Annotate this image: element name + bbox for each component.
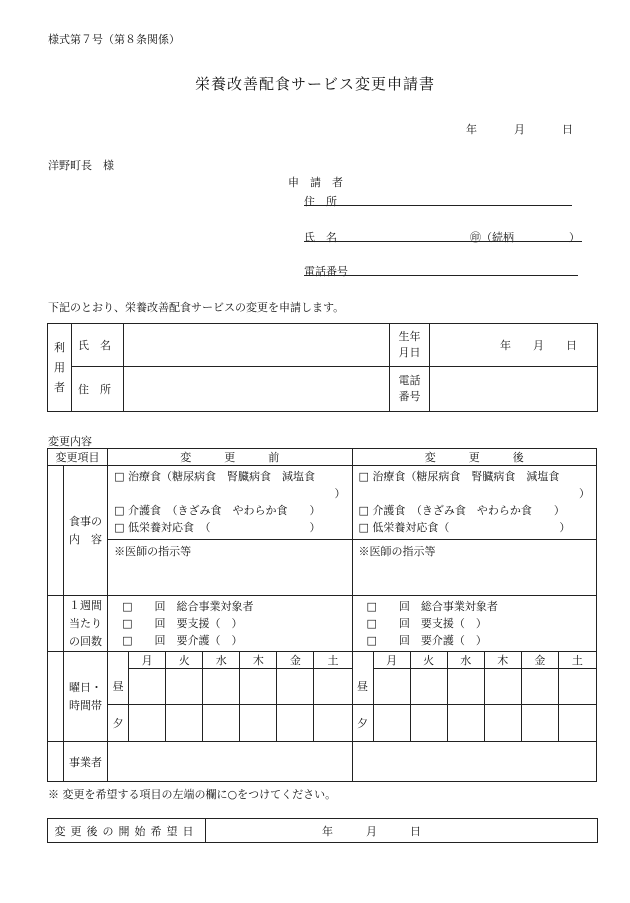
slot-before-dinner-fri[interactable] — [277, 705, 314, 742]
user-phone-label: 電話 番号 — [390, 367, 430, 412]
slot-before-lunch-wed[interactable] — [203, 669, 240, 705]
slot-before-lunch-sat[interactable] — [314, 669, 352, 705]
applicant-address-label: 住 所 — [304, 195, 337, 208]
meal-after-therapy[interactable]: □ 治療食（糖尿病食 腎臓病食 減塩食 — [358, 470, 560, 483]
date-month: 月 — [514, 123, 525, 136]
day-after-tue: 火 — [410, 652, 447, 669]
slot-before-dinner-tue[interactable] — [166, 705, 203, 742]
meal-before-options[interactable]: □ 治療食（糖尿病食 腎臓病食 減塩食 ） □ 介護食 （きざみ食 やわらか食 ） □ 低栄養対応食 （ ） — [108, 466, 352, 540]
footnote: ※ 変更を希望する項目の左端の欄に○をつけてください。 — [48, 788, 337, 801]
date-year: 年 — [466, 123, 477, 136]
col-after-header: 変 更 後 — [352, 449, 596, 466]
day-after-wed: 水 — [447, 652, 484, 669]
applicant-address-line[interactable] — [304, 205, 572, 206]
slot-before-lunch-thu[interactable] — [240, 669, 277, 705]
meal-after-lownutrition[interactable]: □ 低栄養対応食（ ） — [358, 521, 571, 534]
form-title: 栄養改善配食サービス変更申請書 — [194, 75, 435, 93]
user-birth-label: 生年 月日 — [390, 324, 430, 367]
section-label: 変更内容 — [48, 435, 92, 448]
user-name-label: 氏 名 — [72, 324, 124, 367]
day-before-sat: 土 — [314, 652, 352, 669]
week-before-options[interactable] — [108, 596, 352, 652]
week-after-options[interactable] — [352, 596, 596, 652]
applicant-name-line[interactable] — [304, 241, 582, 242]
applicant-seal: ㊞（続柄 ） — [470, 231, 580, 244]
lunch-label-after: 昼 — [352, 669, 373, 705]
applicant-heading: 申 請 者 — [288, 176, 343, 189]
slot-after-dinner-sat[interactable] — [558, 705, 596, 742]
col-item-header: 変更項目 — [48, 449, 108, 466]
slot-after-lunch-sat[interactable] — [558, 669, 596, 705]
col-before-header: 変 更 前 — [108, 449, 352, 466]
lunch-label-before: 昼 — [108, 669, 129, 705]
start-date-field[interactable]: 年 月 日 — [206, 819, 598, 843]
applicant-phone-line[interactable] — [304, 275, 578, 276]
date-day: 日 — [562, 123, 573, 136]
provider-label: 事業者 — [64, 742, 108, 782]
slot-before-dinner-wed[interactable] — [203, 705, 240, 742]
meal-after-options[interactable]: □ 治療食（糖尿病食 腎臓病食 減塩食 ） □ 介護食 （きざみ食 やわらか食 ） □ 低栄養対応食（ ） — [352, 466, 596, 540]
user-side-label: 利 用 者 — [48, 324, 72, 412]
meal-after-care[interactable]: □ 介護食 （きざみ食 やわらか食 ） — [358, 504, 565, 517]
week-before-care[interactable]: □ 回 要介護（ ） — [122, 634, 243, 647]
user-birth-field[interactable]: 年 月 日 — [430, 324, 598, 367]
user-table — [47, 323, 598, 412]
day-after-fri: 金 — [521, 652, 558, 669]
day-before-wed: 水 — [203, 652, 240, 669]
slot-after-dinner-tue[interactable] — [410, 705, 447, 742]
slot-before-dinner-mon[interactable] — [129, 705, 166, 742]
addressee: 洋野町長 様 — [48, 159, 114, 172]
day-before-mon: 月 — [129, 652, 166, 669]
meal-before-care[interactable]: □ 介護食 （きざみ食 やわらか食 ） — [114, 504, 321, 517]
slot-before-lunch-tue[interactable] — [166, 669, 203, 705]
day-before-tue: 火 — [166, 652, 203, 669]
week-after-support[interactable]: □ 回 要支援（ ） — [366, 617, 487, 630]
slot-before-lunch-fri[interactable] — [277, 669, 314, 705]
day-after-mon: 月 — [373, 652, 410, 669]
slot-after-dinner-mon[interactable] — [373, 705, 410, 742]
user-address-label: 住 所 — [72, 367, 124, 412]
doctor-note-before[interactable]: ※医師の指示等 — [108, 540, 352, 596]
applicant-phone-label: 電話番号 — [304, 265, 348, 278]
meal-before-lownutrition[interactable]: □ 低栄養対応食 （ ） — [114, 521, 321, 534]
user-address-field[interactable] — [124, 367, 390, 412]
week-check-cell[interactable] — [48, 596, 64, 652]
form-number: 様式第７号（第８条関係） — [48, 33, 180, 46]
change-table — [47, 448, 597, 782]
slot-after-lunch-wed[interactable] — [447, 669, 484, 705]
start-date-table — [47, 818, 598, 843]
provider-check-cell[interactable] — [48, 742, 64, 782]
day-check-cell[interactable] — [48, 652, 64, 742]
user-name-field[interactable] — [124, 324, 390, 367]
slot-before-dinner-sat[interactable] — [314, 705, 352, 742]
doctor-note-after[interactable]: ※医師の指示等 — [352, 540, 596, 596]
slot-before-dinner-thu[interactable] — [240, 705, 277, 742]
slot-after-lunch-fri[interactable] — [521, 669, 558, 705]
dinner-label-after: 夕 — [352, 705, 373, 742]
day-before-thu: 木 — [240, 652, 277, 669]
intro-text: 下記のとおり、栄養改善配食サービスの変更を申請します。 — [48, 301, 345, 314]
meal-label: 食事の 内 容 — [64, 466, 108, 596]
day-time-label: 曜日・ 時間帯 — [64, 652, 108, 742]
provider-before-field[interactable] — [108, 742, 352, 782]
applicant-name-label: 氏 名 — [304, 231, 337, 244]
slot-after-lunch-tue[interactable] — [410, 669, 447, 705]
slot-after-dinner-fri[interactable] — [521, 705, 558, 742]
week-label: １週間 当たり の回数 — [64, 596, 108, 652]
day-before-fri: 金 — [277, 652, 314, 669]
day-after-thu: 木 — [484, 652, 521, 669]
slot-before-lunch-mon[interactable] — [129, 669, 166, 705]
user-phone-field[interactable] — [430, 367, 598, 412]
slot-after-lunch-thu[interactable] — [484, 669, 521, 705]
dinner-label-before: 夕 — [108, 705, 129, 742]
slot-after-dinner-wed[interactable] — [447, 705, 484, 742]
week-after-care[interactable]: □ 回 要介護（ ） — [366, 634, 487, 647]
start-date-label: 変更後の開始希望日 — [48, 819, 206, 843]
slot-after-dinner-thu[interactable] — [484, 705, 521, 742]
week-before-general[interactable]: □ 回 総合事業対象者 — [122, 600, 254, 613]
provider-after-field[interactable] — [352, 742, 596, 782]
week-before-support[interactable]: □ 回 要支援（ ） — [122, 617, 243, 630]
meal-check-cell[interactable] — [48, 466, 64, 596]
meal-before-therapy[interactable]: □ 治療食（糖尿病食 腎臓病食 減塩食 — [114, 470, 315, 483]
day-after-sat: 土 — [558, 652, 596, 669]
week-after-general[interactable]: □ 回 総合事業対象者 — [366, 600, 498, 613]
slot-after-lunch-mon[interactable] — [373, 669, 410, 705]
